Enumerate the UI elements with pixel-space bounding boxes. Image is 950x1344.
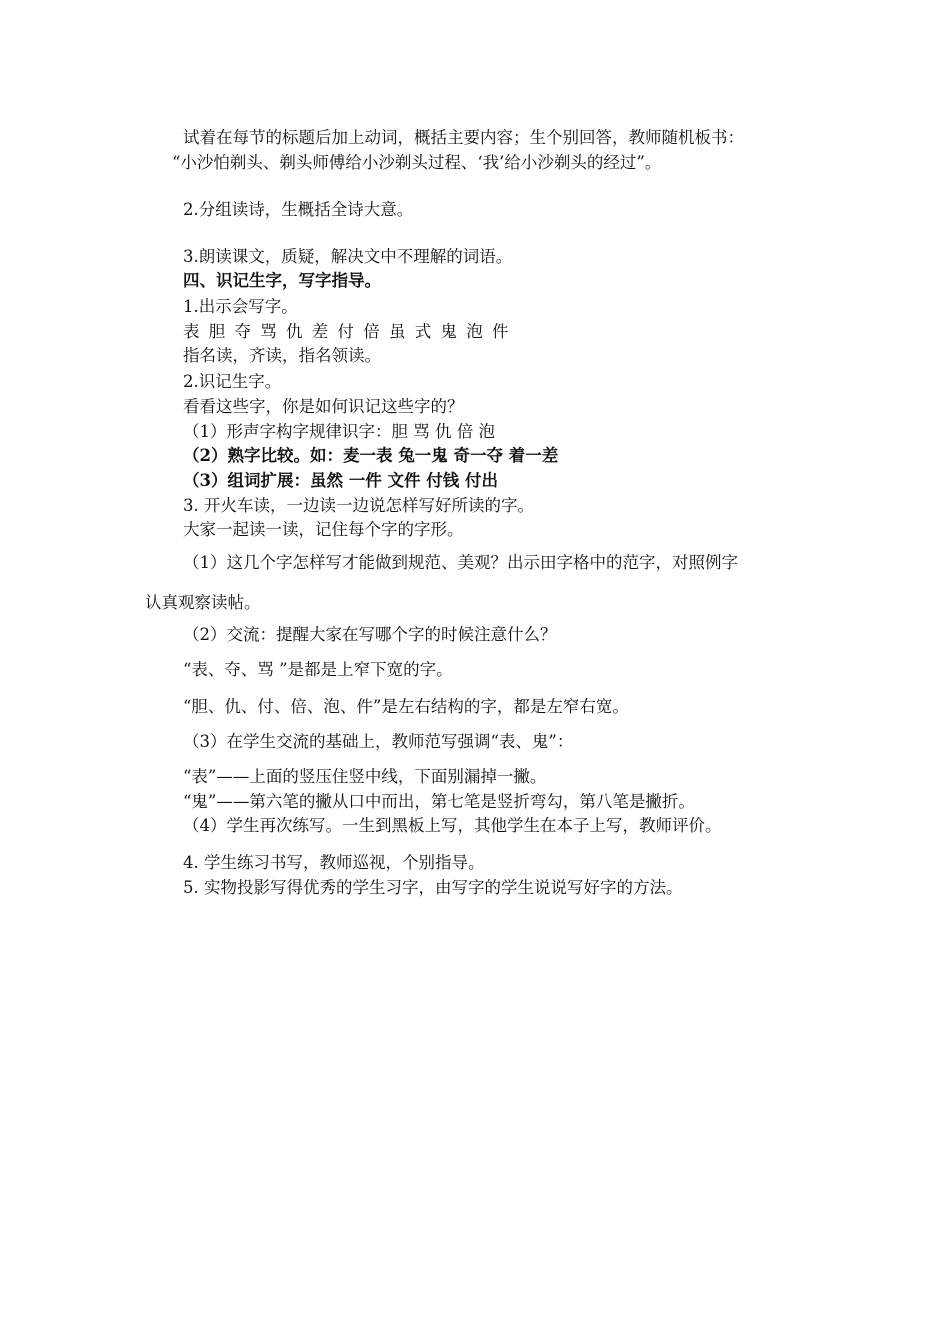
step-2-group-reading: 2.分组读诗，生概括全诗大意。 [183, 200, 414, 219]
writing-q1-line-2: 认真观察读帖。 [145, 593, 261, 612]
note-biao: “表”——上面的竖压住竖中线，下面别漏掉一撇。 [183, 767, 547, 786]
note-gui: “鬼”——第六笔的撇从口中而出，第七笔是竖折弯勾，第八笔是撇折。 [183, 792, 695, 811]
writing-q4-practice: （4）学生再次练写。一生到黑板上写，其他学生在本子上写，教师评价。 [183, 816, 722, 835]
step-5-projection: 5. 实物投影写得优秀的学生习字，由写字的学生说说写好字的方法。 [183, 878, 683, 897]
step-3-read-aloud: 3.朗读课文，质疑，解决文中不理解的词语。 [183, 247, 513, 266]
method-3-words: （3）组词扩展：虽然 一件 文件 付钱 付出 [183, 471, 498, 490]
step-4-practice: 4. 学生练习书写，教师巡视，个别指导。 [183, 853, 485, 872]
memorize-question: 看看这些字，你是如何识记这些字的？ [183, 397, 464, 416]
character-list: 表 胆 夺 骂 仇 差 付 倍 虽 式 鬼 泡 件 [183, 322, 511, 341]
writing-q1-line-1: （1）这几个字怎样写才能做到规范、美观？出示田字格中的范字，对照例字 [183, 553, 738, 572]
paragraph-summary-line-2: “小沙怕剃头、剃头师傅给小沙剃头过程、‘我’给小沙剃头的经过”。 [172, 153, 662, 172]
item-2-memorize: 2.识记生字。 [183, 372, 282, 391]
note-left-right: “胆、仇、付、倍、泡、件”是左右结构的字，都是左窄右宽。 [183, 697, 629, 716]
section-heading-4: 四、识记生字，写字指导。 [183, 271, 381, 290]
item-1-show-characters: 1.出示会写字。 [183, 297, 298, 316]
method-2-compare: （2）熟字比较。如：麦一表 兔一鬼 奇一夺 着一差 [183, 446, 559, 465]
read-together: 大家一起读一读，记住每个字的字形。 [183, 520, 464, 539]
method-1-phonetic: （1）形声字构字规律识字：胆 骂 仇 倍 泡 [183, 422, 495, 441]
step-3-train-reading: 3. 开火车读，一边读一边说怎样写好所读的字。 [183, 496, 534, 515]
reading-instruction: 指名读，齐读，指名领读。 [183, 346, 381, 365]
writing-q3-demo: （3）在学生交流的基础上，教师范写强调“表、鬼”： [183, 732, 574, 751]
note-narrow-top: “表、夺、骂 ”是都是上窄下宽的字。 [183, 660, 453, 679]
paragraph-summary-line-1: 试着在每节的标题后加上动词，概括主要内容；生个别回答，教师随机板书： [183, 128, 744, 147]
writing-q2-exchange: （2）交流：提醒大家在写哪个字的时候注意什么？ [183, 625, 557, 644]
